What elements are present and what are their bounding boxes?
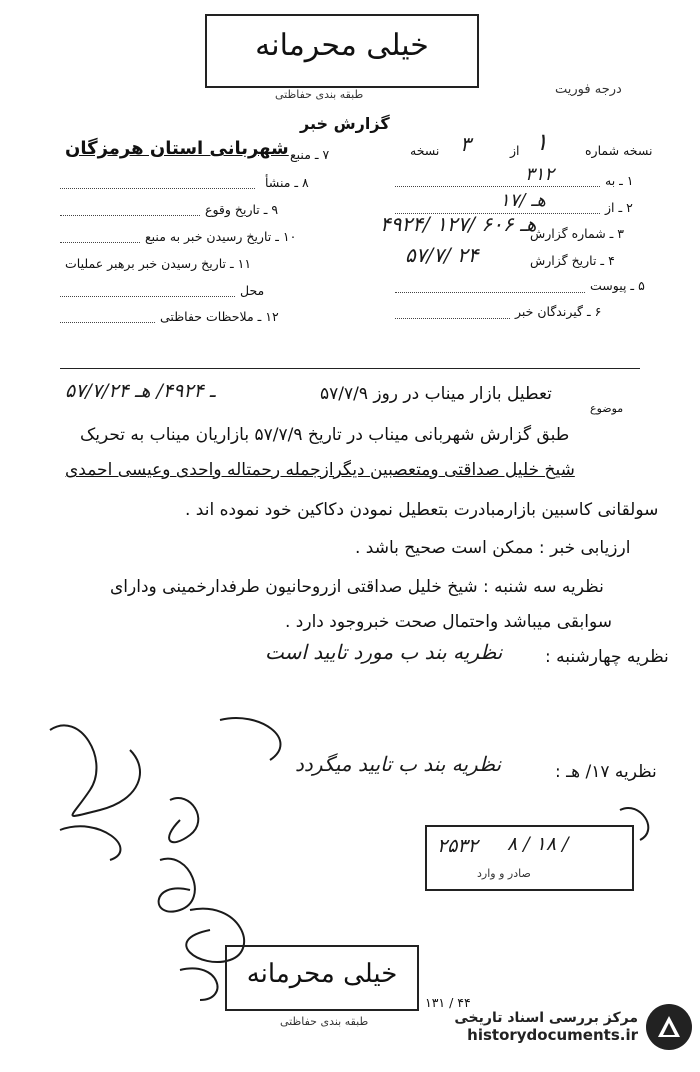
recipients-label: ۶ ـ گیرندگان خبر — [515, 304, 602, 319]
watermark-title: مرکز بررسی اسناد تاریخی — [454, 1010, 638, 1026]
signature-scribble-6 — [180, 968, 217, 1000]
registry-stamp-number: ۲۵۳۲ — [437, 835, 478, 857]
ops-receipt-date-label: ۱۱ ـ تاریخ رسیدن خبر برهبر عملیات — [65, 256, 252, 271]
body-line-3: سولقانی کاسبین بازارمبادرت بتعطیل نمودن دکاکین خود نموده اند . — [185, 500, 659, 520]
security-notes-label: ۱۲ ـ ملاحظات حفاظتی — [160, 309, 279, 324]
footer-classification-text: خیلی محرمانه — [246, 959, 398, 989]
footer-form-number: ۱۳۱ / ۴۴ — [425, 995, 471, 1010]
copy-number-label: نسخه شماره — [585, 143, 653, 158]
source-value: شهربانی استان هرمزگان — [65, 138, 289, 159]
footer-classification-stamp — [225, 945, 419, 1011]
to-value: ۳۱۲ — [525, 164, 555, 185]
evaluation-text: ارزیابی خبر : ممکن است صحیح باشد . — [355, 538, 631, 558]
from-value: ۱۷/ هـ — [500, 190, 546, 211]
body-line-2: شیخ خلیل صداقتی ومتعصبین دیگرازجمله رحمتاله واحدی وعیسی احمدی — [65, 460, 575, 480]
report-date-label: ۴ ـ تاریخ گزارش — [530, 253, 615, 268]
classification-text: خیلی محرمانه — [255, 28, 429, 63]
copy-of-value: ۳ — [460, 132, 471, 156]
attachment-label: ۵ ـ پیوست — [590, 278, 645, 293]
tuesday-note-line-1: نظریه سه شنبه : شیخ خلیل صداقتی ازروحانیون طرفدارخمینی ودارای — [110, 577, 604, 597]
footer-classification-caption: طبقه بندی حفاظتی — [280, 1015, 369, 1028]
archive-watermark — [452, 1000, 692, 1054]
copy-number-value: ۱ — [535, 128, 548, 156]
location-label: محل — [240, 283, 265, 298]
wednesday-note-handwriting: نظریه بند ب مورد تایید است — [265, 640, 503, 664]
h17-note-label: نظریه ۱۷/ هـ : — [555, 762, 657, 782]
to-label: ۱ ـ به — [605, 173, 634, 188]
source-receipt-date-label: ۱۰ ـ تاریخ رسیدن خبر به منبع — [145, 229, 297, 244]
report-number-label: ۳ ـ شماره گزارش — [530, 226, 625, 241]
tuesday-note-line-2: سوابقی میباشد واحتمال صحت خبروجود دارد . — [285, 612, 612, 632]
subject-label: موضوع — [590, 402, 624, 415]
classification-stamp — [205, 14, 479, 88]
registry-stamp — [425, 825, 634, 891]
signature-scribble-3 — [169, 798, 198, 842]
wednesday-note-label: نظریه چهارشنبه : — [545, 647, 669, 667]
source-label: ۷ ـ منبع — [290, 147, 330, 162]
subject-text: تعطیل بازار میناب در روز ۵۷/۷/۹ — [320, 384, 552, 404]
priority-label: درجه فوریت — [555, 82, 622, 97]
from-label: ۲ ـ از — [605, 200, 633, 215]
subject-reference: ۵۷/۷/۲۴ ـ ۴۹۲۴/ هـ — [65, 380, 216, 402]
registry-stamp-caption: صادر و وارد — [477, 867, 531, 880]
report-number-value: ۴۹۲۴/ ۱۲۷/ ۶۰۶ هـ — [380, 212, 537, 236]
watermark-url: historydocuments.ir — [467, 1026, 638, 1044]
signature-scribble-1 — [50, 725, 140, 816]
report-date-value: ۵۷/۷/ ۲۴ — [405, 243, 479, 267]
report-title: گزارش خبر — [300, 114, 390, 133]
header-divider — [60, 368, 640, 369]
registry-stamp-date: ۸ / ۱۸ / — [507, 833, 569, 855]
origin-label: ۸ ـ منشأ — [265, 175, 309, 190]
signature-scribble-2 — [60, 826, 120, 860]
signature-scribble-7 — [220, 718, 280, 760]
occurrence-date-label: ۹ ـ تاریخ وقوع — [205, 202, 279, 217]
signature-scribble-4 — [159, 859, 195, 912]
copy-of-label: از — [510, 143, 520, 158]
body-line-1: طبق گزارش شهربانی میناب در تاریخ ۵۷/۷/۹ بازاریان میناب به تحریک — [80, 425, 570, 445]
archive-logo-icon — [646, 1004, 692, 1050]
h17-note-handwriting: نظریه بند ب تایید میگردد — [295, 752, 502, 776]
copy-suffix-label: نسخه — [410, 143, 440, 158]
classification-caption: طبقه بندی حفاظتی — [275, 88, 364, 101]
